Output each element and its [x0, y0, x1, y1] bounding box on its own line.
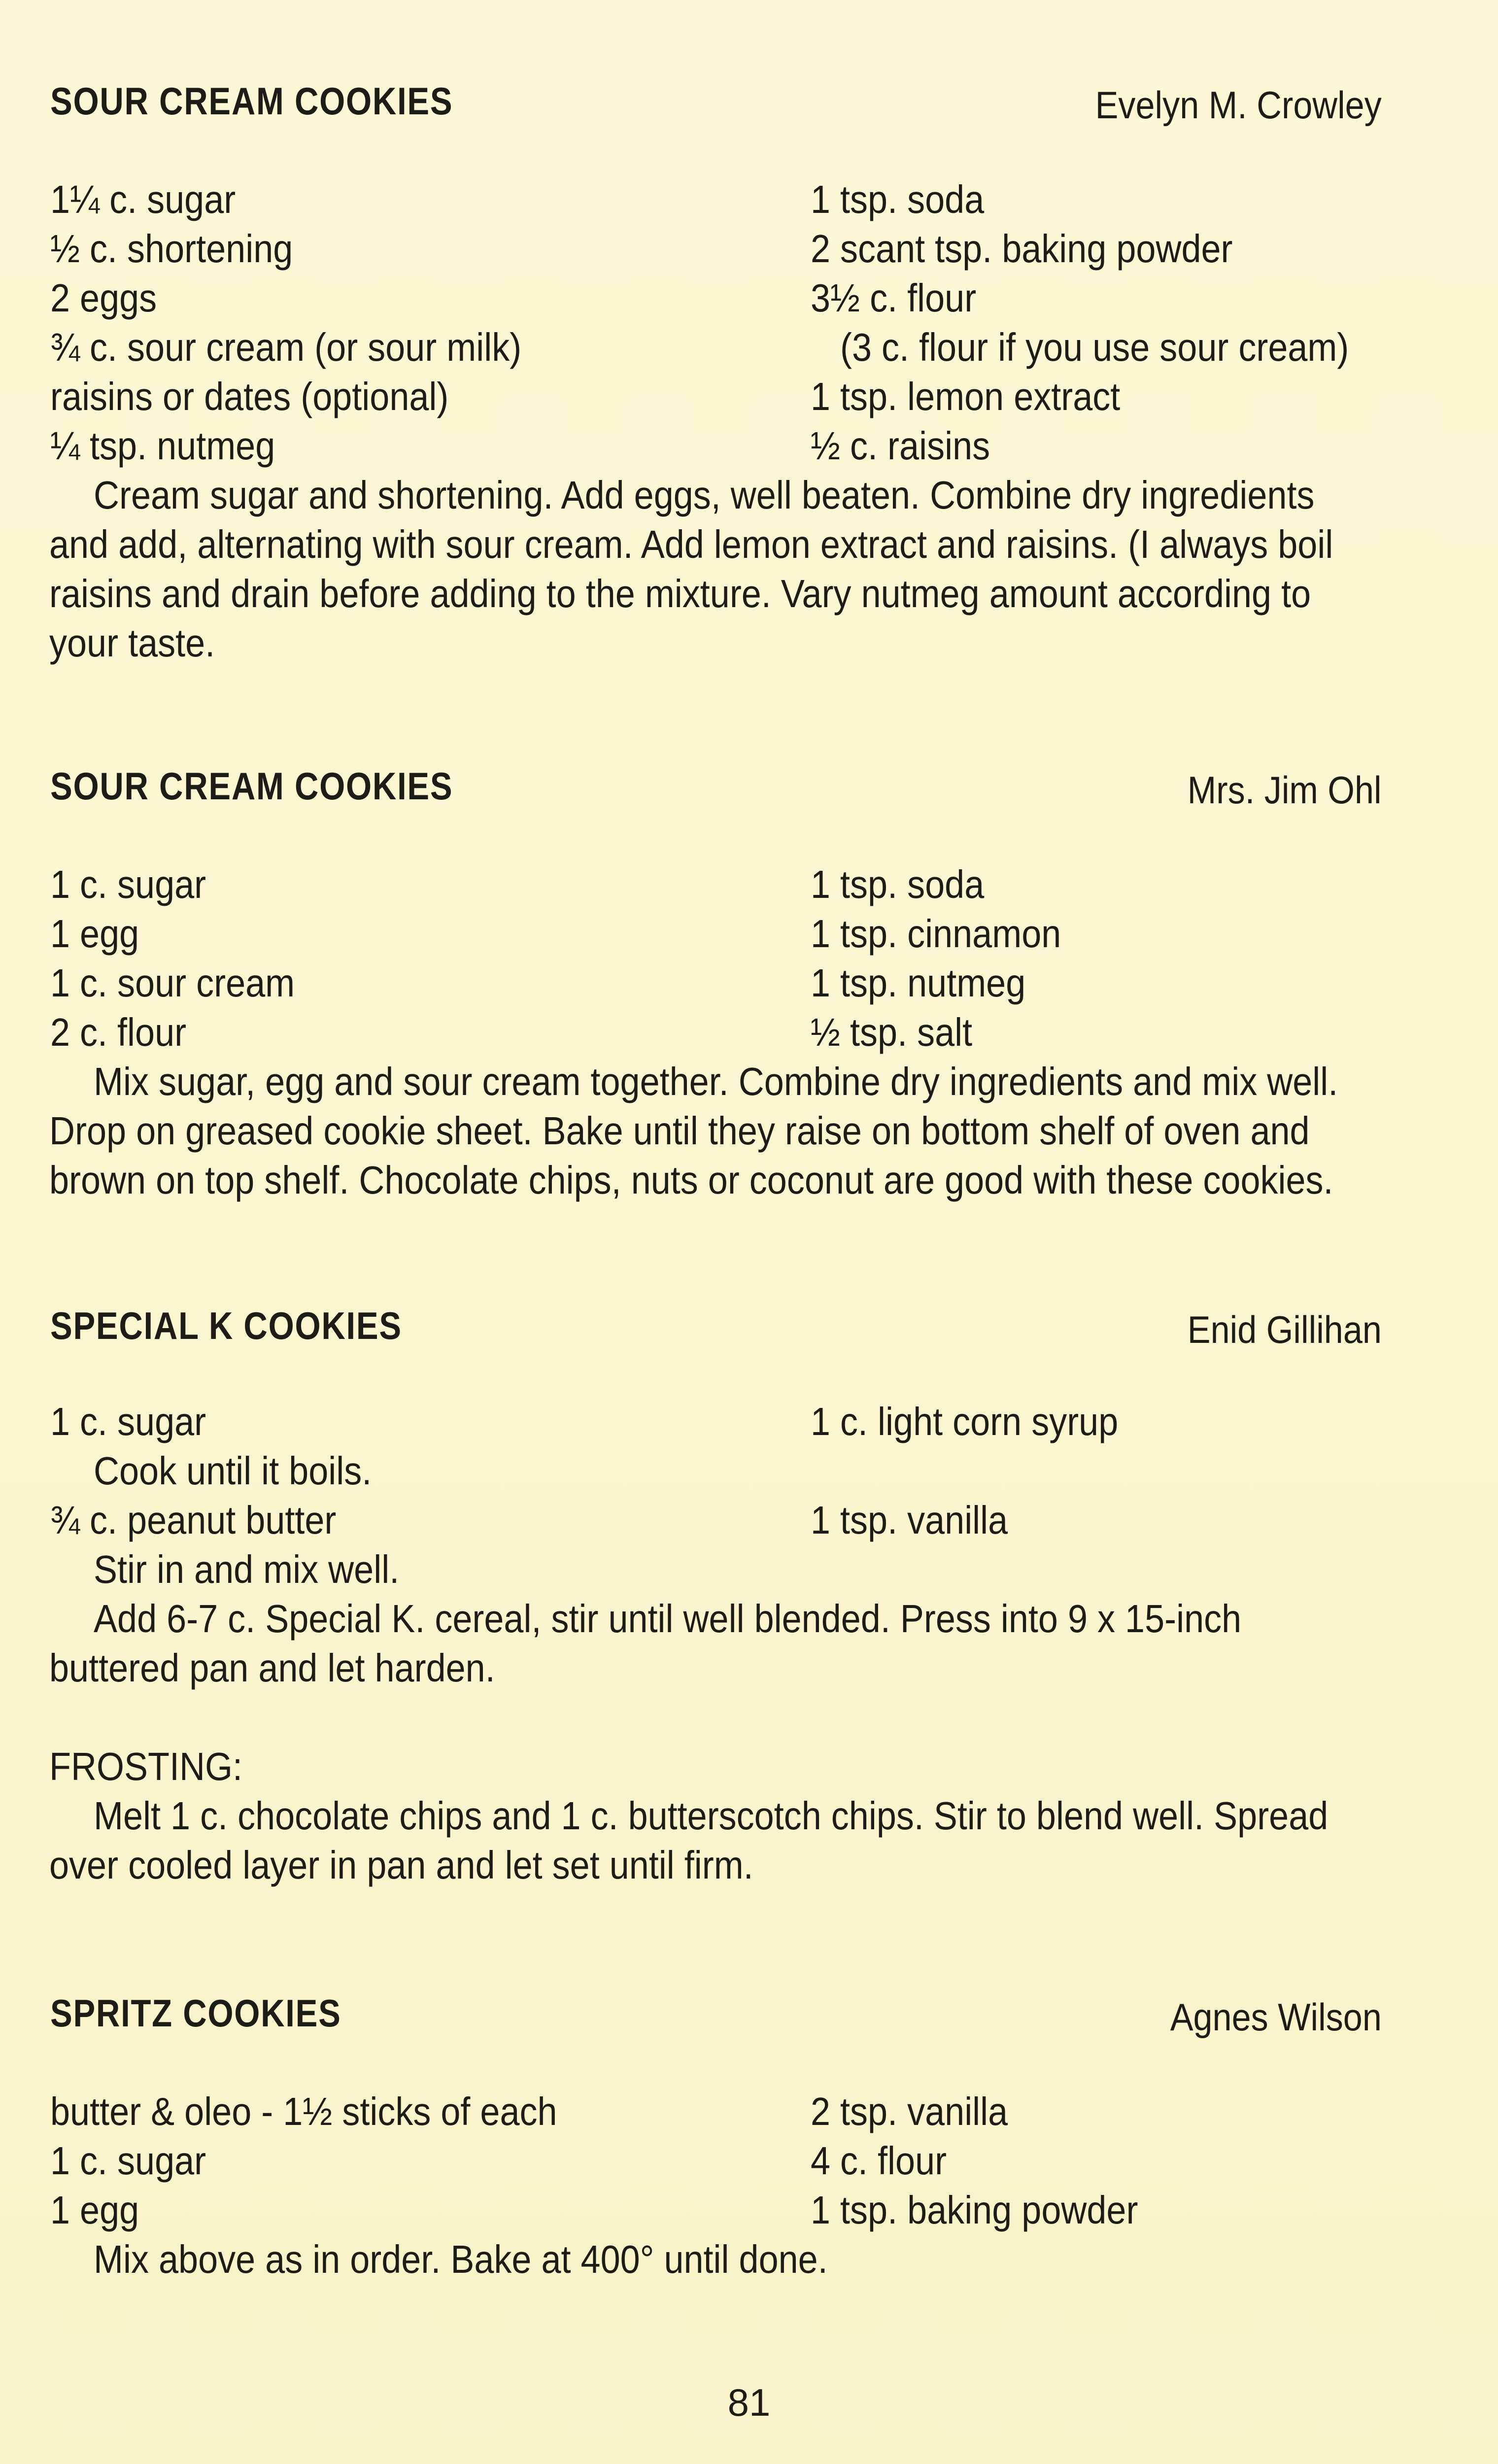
ingredient-left: 1¼ c. sugar	[50, 177, 236, 221]
ingredient-row	[44, 224, 1375, 274]
ingredient-row	[44, 1008, 1375, 1057]
ingredient-right: 1 tsp. baking powder	[811, 2188, 1138, 2232]
ingredient-row	[44, 323, 1375, 372]
ingredient-row	[44, 909, 1375, 958]
ingredient-list	[44, 2087, 1375, 2235]
recipe-title: SPECIAL K COOKIES	[50, 1304, 402, 1347]
recipe-title: SPRITZ COOKIES	[50, 1991, 341, 2035]
ingredient-left: 2 c. flour	[50, 1010, 187, 1054]
ingredient-row	[44, 860, 1375, 909]
ingredient-right: 1 tsp. soda	[811, 862, 985, 906]
ingredient-left: raisins or dates (optional)	[50, 375, 449, 418]
direction-line: Add 6-7 c. Special K. cereal, stir until well blended. Press into 9 x 15-inch	[94, 1597, 1242, 1641]
direction-line: raisins and drain before adding to the mixture. Vary nutmeg amount according to	[49, 572, 1311, 616]
ingredient-row	[44, 1397, 1375, 1446]
recipe-spritz-cookies	[44, 1991, 1382, 2284]
ingredient-right: 2 scant tsp. baking powder	[811, 227, 1233, 271]
ingredient-row	[44, 2136, 1375, 2186]
ingredient-left: ¼ tsp. nutmeg	[50, 424, 275, 468]
step-line: Stir in and mix well.	[94, 1547, 400, 1591]
ingredient-right: 4 c. flour	[811, 2139, 947, 2183]
recipe-sour-cream-cookies-ohl	[44, 764, 1382, 1205]
direction-line: buttered pan and let harden.	[49, 1646, 495, 1690]
ingredient-right: ½ tsp. salt	[811, 1010, 973, 1054]
ingredient-left: butter & oleo - 1½ sticks of each	[50, 2089, 557, 2133]
ingredient-left: 1 c. sugar	[50, 1400, 206, 1443]
ingredient-left: 1 egg	[50, 912, 139, 956]
frosting-section	[49, 1742, 1375, 1890]
ingredient-right: 1 tsp. lemon extract	[811, 375, 1121, 418]
ingredient-right: ½ c. raisins	[811, 424, 990, 468]
frosting-line: over cooled layer in pan and let set until firm.	[49, 1843, 753, 1887]
ingredient-right: 1 tsp. cinnamon	[811, 912, 1061, 956]
frosting-line: Melt 1 c. chocolate chips and 1 c. butterscotch chips. Stir to blend well. Spread	[94, 1794, 1328, 1838]
recipe-header	[44, 79, 1382, 138]
ingredient-row	[44, 372, 1375, 421]
recipe-title: SOUR CREAM COOKIES	[50, 79, 453, 123]
direction-line: and add, alternating with sour cream. Add lemon extract and raisins. (I always boil	[49, 522, 1333, 566]
ingredient-row	[44, 175, 1375, 224]
direction-line: Cream sugar and shortening. Add eggs, well beaten. Combine dry ingredients	[94, 473, 1315, 517]
page-number: 81	[727, 2381, 771, 2424]
direction-line: your taste.	[49, 621, 215, 665]
recipe-header	[44, 1991, 1382, 2050]
ingredient-right: 2 tsp. vanilla	[811, 2089, 1008, 2133]
recipe-author: Evelyn M. Crowley	[1095, 83, 1382, 127]
direction-line: Drop on greased cookie sheet. Bake until they raise on bottom shelf of oven and	[49, 1109, 1310, 1153]
recipe-title: SOUR CREAM COOKIES	[50, 764, 453, 808]
ingredient-row	[44, 421, 1375, 471]
direction-line: brown on top shelf. Chocolate chips, nuts or coconut are good with these cookies.	[49, 1158, 1333, 1202]
direction-line: Mix above as in order. Bake at 400° until done.	[94, 2237, 828, 2281]
ingredient-right: 1 tsp. soda	[811, 177, 985, 221]
recipe-special-k-cookies	[44, 1303, 1382, 1890]
ingredient-left: 1 c. sugar	[50, 2139, 206, 2183]
ingredient-right: 3½ c. flour	[811, 276, 977, 320]
ingredient-right: (3 c. flour if you use sour cream)	[811, 325, 1349, 369]
ingredient-list	[44, 175, 1375, 471]
directions	[49, 471, 1375, 668]
frosting-label: FROSTING:	[49, 1745, 242, 1788]
ingredient-right: 1 tsp. vanilla	[811, 1498, 1008, 1542]
ingredient-row	[44, 274, 1375, 323]
ingredient-right: 1 tsp. nutmeg	[811, 961, 1026, 1005]
ingredient-left: ¾ c. peanut butter	[50, 1498, 337, 1542]
recipe-header	[44, 1303, 1382, 1363]
directions	[49, 2235, 1375, 2284]
recipe-author: Mrs. Jim Ohl	[1188, 768, 1382, 812]
ingredient-left: 1 c. sugar	[50, 862, 206, 906]
direction-line: Mix sugar, egg and sour cream together. Combine dry ingredients and mix well.	[94, 1060, 1338, 1103]
directions	[49, 1594, 1375, 1693]
ingredient-left: 1 c. sour cream	[50, 961, 295, 1005]
ingredient-left: ¾ c. sour cream (or sour milk)	[50, 325, 522, 369]
ingredient-row	[44, 958, 1375, 1008]
ingredient-list	[44, 1397, 1375, 1594]
ingredient-row	[44, 2186, 1375, 2235]
ingredient-row	[44, 1496, 1375, 1545]
recipe-author: Enid Gillihan	[1187, 1308, 1382, 1351]
ingredient-list	[44, 860, 1375, 1057]
recipe-header	[44, 764, 1382, 823]
recipe-author: Agnes Wilson	[1170, 1995, 1382, 2039]
step-line: Cook until it boils.	[94, 1449, 372, 1493]
ingredient-left: ½ c. shortening	[50, 227, 293, 271]
ingredient-right: 1 c. light corn syrup	[811, 1400, 1119, 1443]
ingredient-left: 1 egg	[50, 2188, 139, 2232]
ingredient-row	[44, 2087, 1375, 2136]
ingredient-left: 2 eggs	[50, 276, 157, 320]
recipe-sour-cream-cookies-crowley	[44, 79, 1382, 668]
directions	[49, 1057, 1375, 1205]
